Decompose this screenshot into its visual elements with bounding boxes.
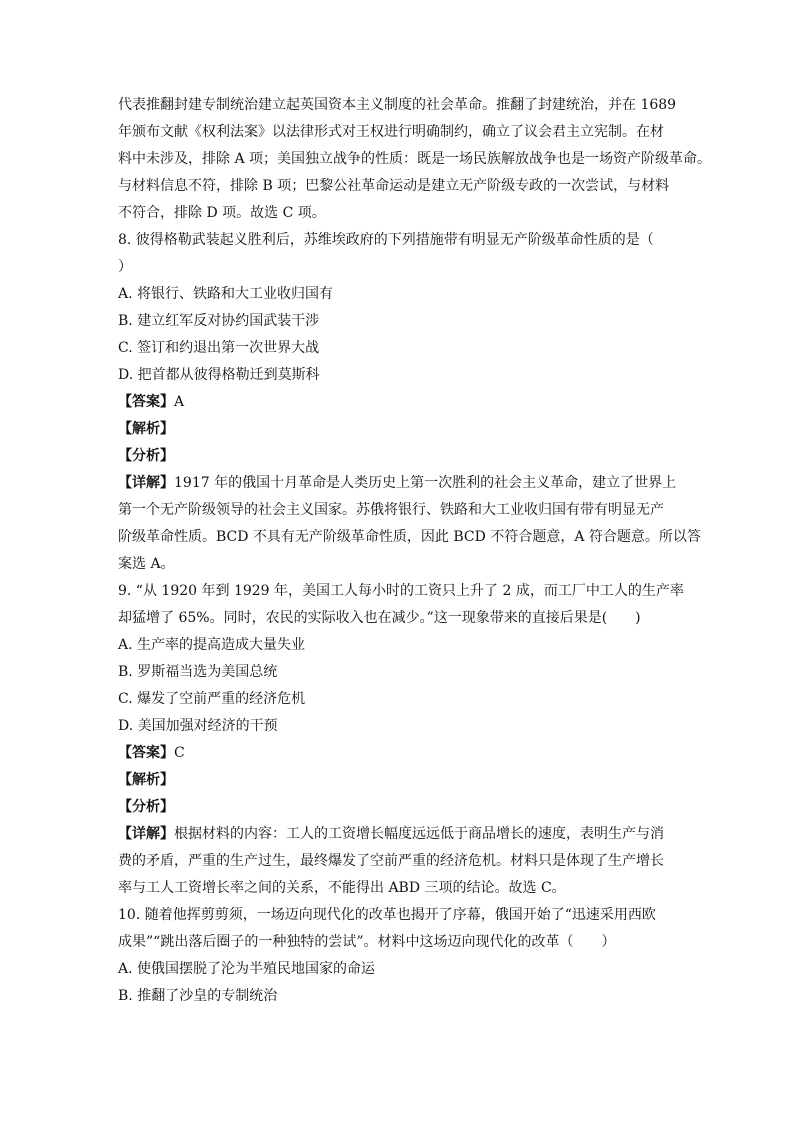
answer-value: C bbox=[174, 745, 185, 761]
detail-line: 率与工人工资增长率之间的关系，不能得出 ABD 三项的结论。故选 C。 bbox=[118, 880, 566, 896]
detail-text: 根据材料的内容：工人的工资增长幅度远远低于商品增长的速度，表明生产与消 bbox=[174, 826, 664, 842]
detail-line: 费的矛盾，严重的生产过生，最终爆发了空前严重的经济危机。材料只是体现了生产增长 bbox=[118, 853, 664, 869]
option-b: B. 建立红军反对协约国武装干涉 bbox=[118, 313, 320, 329]
answer-line bbox=[118, 740, 688, 767]
fenxi-tag: 【分析】 bbox=[118, 799, 174, 815]
option-a: A. 生产率的提高造成大量失业 bbox=[118, 637, 306, 653]
option-b: B. 推翻了沙皇的专制统治 bbox=[118, 988, 278, 1004]
answer-value: A bbox=[174, 394, 185, 410]
option-c: C. 爆发了空前严重的经济危机 bbox=[118, 691, 306, 707]
option-d: D. 把首都从彼得格勒迁到莫斯科 bbox=[118, 367, 320, 383]
answer-line bbox=[118, 389, 688, 416]
answer-tag: 【答案】 bbox=[118, 745, 174, 761]
option-b: B. 罗斯福当选为美国总统 bbox=[118, 664, 278, 680]
detail-line: 阶级革命性质。BCD 不具有无产阶级革命性质，因此 BCD 不符合题意，A 符合题意。所以答 bbox=[118, 529, 701, 545]
text-line: 料中未涉及，排除 A 项；美国独立战争的性质：既是一场民族解放战争也是一场资产阶级革命。 bbox=[118, 151, 712, 167]
question-stem: ） bbox=[118, 259, 132, 275]
detail-line bbox=[118, 470, 688, 497]
detail-line: 案选 A。 bbox=[118, 556, 175, 572]
prev-explanation bbox=[118, 92, 712, 227]
detail-tag: 【详解】 bbox=[118, 826, 174, 842]
detail-line: 第一个无产阶级领导的社会主义国家。苏俄将银行、铁路和大工业收归国有带有明显无产 bbox=[118, 502, 664, 518]
option-d: D. 美国加强对经济的干预 bbox=[118, 718, 278, 734]
question-stem: 却猛增了 65%。同时，农民的实际收入也在减少。”这一现象带来的直接后果是( ) bbox=[118, 610, 641, 626]
question-stem: 8. 彼得格勒武装起义胜利后，苏维埃政府的下列措施带有明显无产阶级革命性质的是（ bbox=[118, 232, 654, 248]
detail-line bbox=[118, 821, 688, 848]
option-a: A. 将银行、铁路和大工业收归国有 bbox=[118, 286, 334, 302]
detail-text: 1917 年的俄国十月革命是人类历史上第一次胜利的社会主义革命，建立了世界上 bbox=[174, 475, 677, 491]
question-stem: 9. “从 1920 年到 1929 年，美国工人每小时的工资只上升了 2 成，而工厂中工人的生产率 bbox=[118, 583, 684, 599]
question-stem: 成果”“跳出落后圈子的一种独特的尝试”。材料中这场迈向现代化的改革（ ） bbox=[118, 934, 616, 950]
text-line: 年颁布文献《权利法案》以法律形式对王权进行明确制约，确立了议会君主立宪制。在材 bbox=[118, 124, 664, 140]
text-line: 与材料信息不符，排除 B 项；巴黎公社革命运动是建立无产阶级专政的一次尝试，与材料 bbox=[118, 178, 670, 194]
text-line: 代表推翻封建专制统治建立起英国资本主义制度的社会革命。推翻了封建统治，并在 1689 bbox=[118, 97, 677, 113]
question-8 bbox=[118, 227, 701, 578]
question-9 bbox=[118, 578, 688, 902]
analysis-tag: 【解析】 bbox=[118, 772, 174, 788]
question-10 bbox=[118, 902, 688, 1010]
fenxi-tag: 【分析】 bbox=[118, 448, 174, 464]
answer-tag: 【答案】 bbox=[118, 394, 174, 410]
question-stem: 10. 随着他挥剪剪须，一场迈向现代化的改革也揭开了序幕，俄国开始了“迅速采用西欧 bbox=[118, 907, 656, 923]
analysis-tag: 【解析】 bbox=[118, 421, 174, 437]
option-a: A. 使俄国摆脱了沦为半殖民地国家的命运 bbox=[118, 961, 376, 977]
text-line: 不符合，排除 D 项。故选 C 项。 bbox=[118, 205, 326, 221]
option-c: C. 签订和约退出第一次世界大战 bbox=[118, 340, 320, 356]
detail-tag: 【详解】 bbox=[118, 475, 174, 491]
document-page bbox=[118, 92, 712, 1010]
